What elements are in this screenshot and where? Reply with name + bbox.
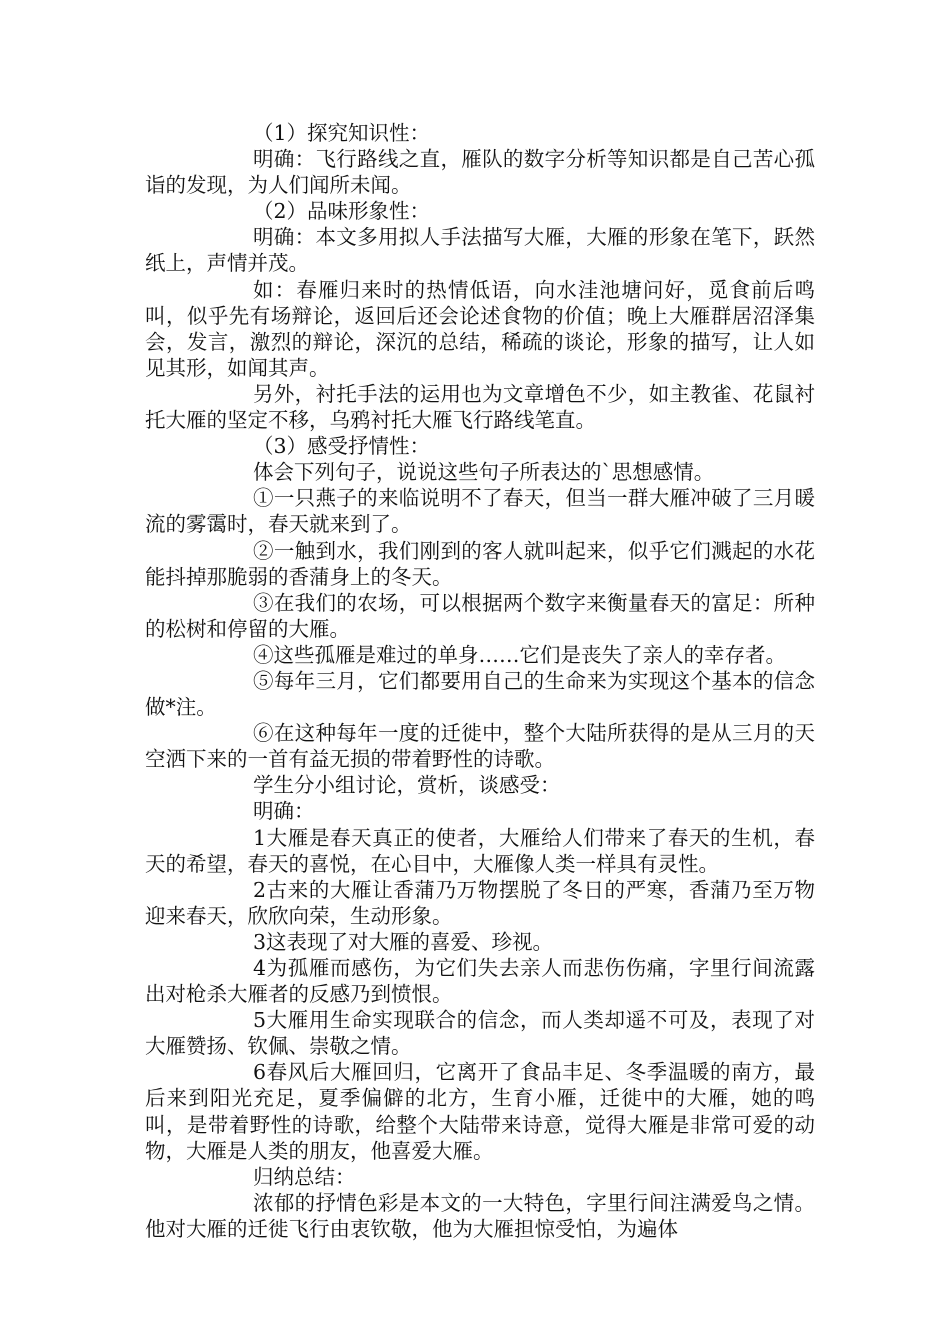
paragraph: 明确：本文多用拟人手法描写大雁，大雁的形象在笔下，跃然纸上，声情并茂。 bbox=[145, 225, 815, 276]
list-item: ④这些孤雁是难过的单身……它们是丧失了亲人的幸存者。 bbox=[253, 642, 786, 667]
paragraph-heading-summary: 归纳总结： bbox=[253, 1164, 356, 1189]
paragraph-heading-knowledge: （1）探究知识性： bbox=[253, 121, 431, 145]
list-item: 6春风后大雁回归，它离开了食品丰足、冬季温暖的南方，最后来到阳光充足，夏季偏僻的北方，生育小雁，迁徙中的大雁，她的鸣叫，是带着野性的诗歌，给整个大陆带来诗意，觉得大雁是非常可爱的动物，大雁是人类的朋友，他喜爱大雁。 bbox=[145, 1060, 815, 1163]
paragraph-heading-lyric: （3）感受抒情性： bbox=[253, 434, 431, 459]
paragraph: 学生分小组讨论，赏析，谈感受： bbox=[253, 773, 561, 798]
list-item: ③在我们的农场，可以根据两个数字来衡量春天的富足：所种的松树和停留的大雁。 bbox=[145, 590, 815, 641]
list-item: ②一触到水，我们刚到的客人就叫起来，似乎它们溅起的水花能抖掉那脆弱的香蒲身上的冬天。 bbox=[145, 538, 815, 589]
list-item: ①一只燕子的来临说明不了春天，但当一群大雁冲破了三月暖流的雾霭时，春天就来到了。 bbox=[145, 486, 815, 537]
list-item: 3这表现了对大雁的喜爱、珍视。 bbox=[253, 929, 554, 954]
list-item: 2古来的大雁让香蒲乃万物摆脱了冬日的严寒，香蒲乃至万物迎来春天，欣欣向荣，生动形象。 bbox=[145, 877, 815, 928]
document-page bbox=[145, 120, 815, 1242]
paragraph-heading-image: （2）品味形象性： bbox=[253, 199, 431, 224]
paragraph: 明确： bbox=[253, 799, 315, 824]
paragraph: 浓郁的抒情色彩是本文的一大特色，字里行间注满爱鸟之情。他对大雁的迁徙飞行由衷钦敬，他为大雁担惊受怕，为遍体 bbox=[145, 1190, 815, 1241]
list-item: 4为孤雁而感伤，为它们失去亲人而悲伤伤痛，字里行间流露出对枪杀大雁者的反感乃到愤恨。 bbox=[145, 956, 815, 1007]
paragraph: 如：春雁归来时的热情低语，向水洼池塘问好，觅食前后鸣叫，似乎先有场辩论，返回后还会论述食物的价值；晚上大雁群居沼泽集会，发言，激烈的辩论，深沉的总结，稀疏的谈论，形象的描写，让人如见其形，如闻其声。 bbox=[145, 277, 815, 380]
list-item: 1大雁是春天真正的使者，大雁给人们带来了春天的生机，春天的希望，春天的喜悦，在心目中，大雁像人类一样具有灵性。 bbox=[145, 825, 815, 876]
list-item: 5大雁用生命实现联合的信念，而人类却遥不可及，表现了对大雁赞扬、钦佩、崇敬之情。 bbox=[145, 1008, 815, 1059]
list-item: ⑤每年三月，它们都要用自己的生命来为实现这个基本的信念做*注。 bbox=[145, 668, 815, 720]
paragraph: 另外，衬托手法的运用也为文章增色不少，如主教雀、花鼠衬托大雁的坚定不移，乌鸦衬托大雁飞行路线笔直。 bbox=[145, 381, 815, 433]
paragraph: 明确：飞行路线之直，雁队的数字分析等知识都是自己苦心孤诣的发现，为人们闻所未闻。 bbox=[145, 147, 815, 198]
list-item: ⑥在这种每年一度的迁徙中，整个大陆所获得的是从三月的天空洒下来的一首有益无损的带着野性的诗歌。 bbox=[145, 721, 815, 772]
paragraph: 体会下列句子，说说这些句子所表达的`思想感情。 bbox=[253, 460, 715, 485]
